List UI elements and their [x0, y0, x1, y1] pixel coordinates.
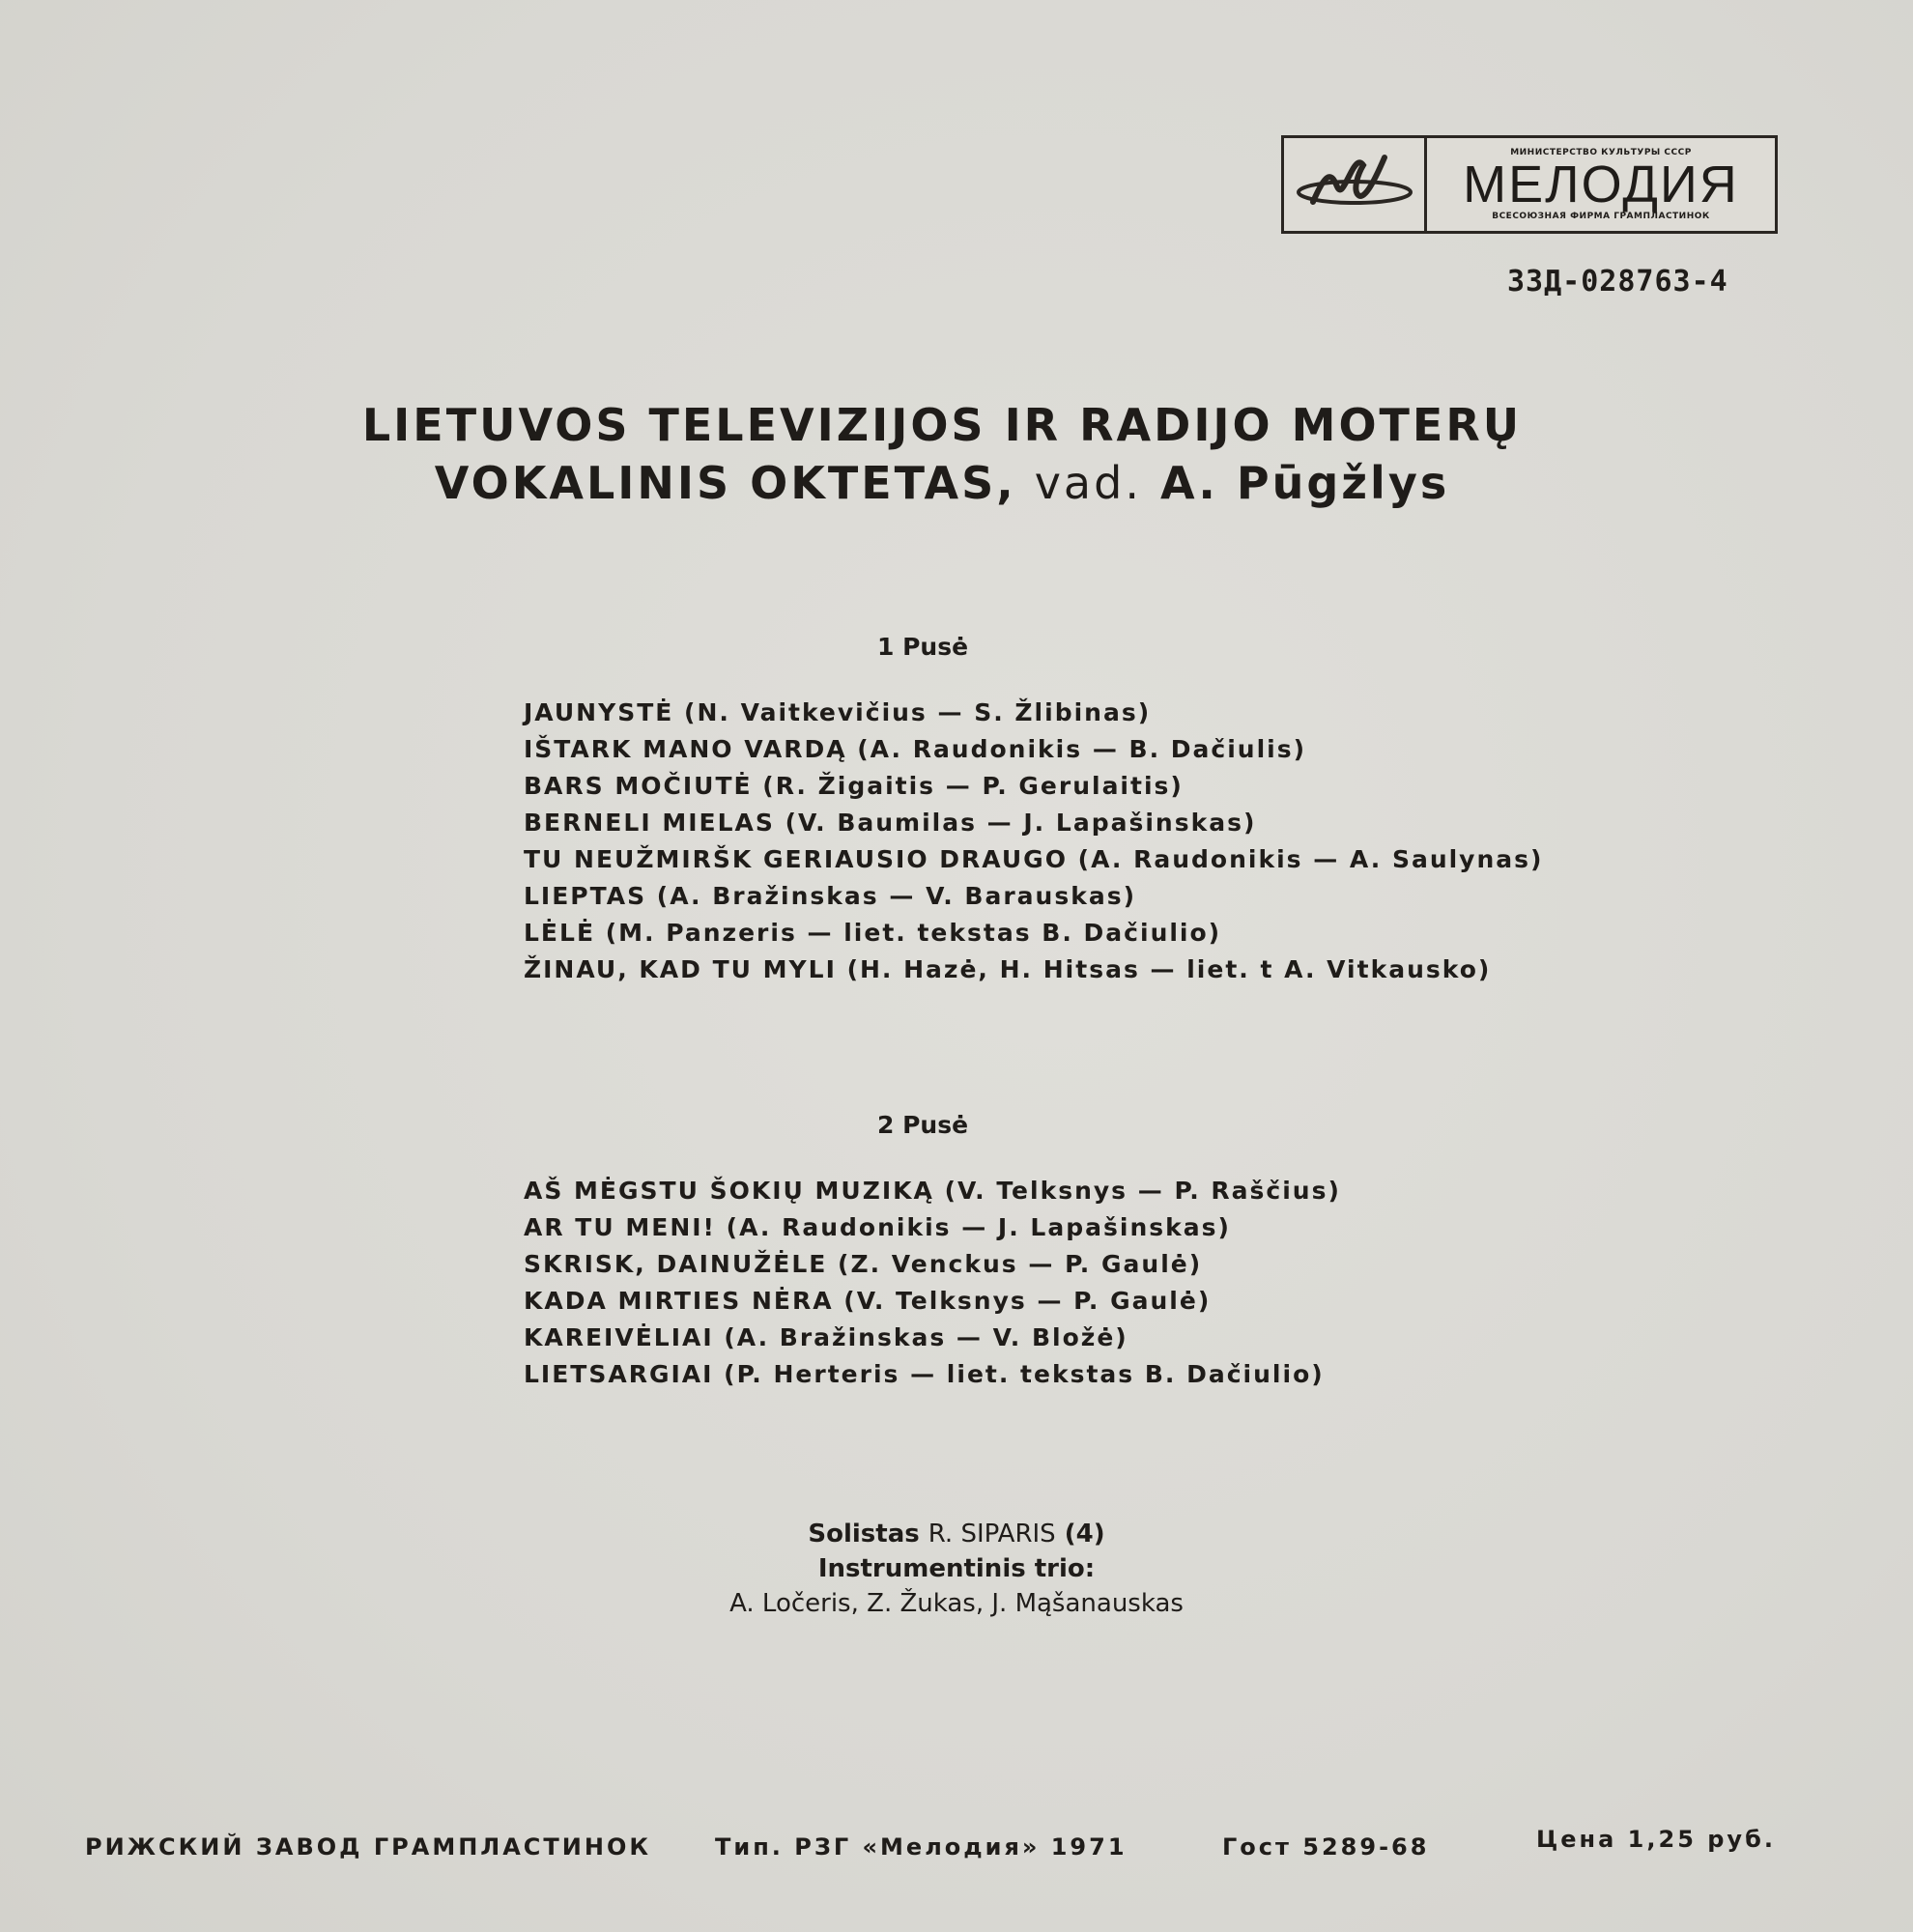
- logo-brand-name: МЕЛОДИЯ: [1463, 156, 1739, 213]
- track-item: IŠTARK MANO VARDĄ (A. Raudonikis — B. Dačiulis): [524, 735, 1307, 763]
- credits: [0, 1517, 1913, 1621]
- track-item: LIEPTAS (A. Bražinskas — V. Barauskas): [524, 882, 1137, 910]
- side-1-track-list: [524, 695, 1543, 988]
- soloist-name: R. SIPARIS: [928, 1520, 1056, 1548]
- track-item: KADA MIRTIES NĖRA (V. Telksnys — P. Gaulė): [524, 1287, 1212, 1315]
- soloist-track: (4): [1064, 1520, 1105, 1548]
- title-director-name: A. Pūgžlys: [1159, 457, 1450, 509]
- track-item: TU NEUŽMIRŠK GERIAUSIO DRAUGO (A. Raudonikis — A. Saulynas): [524, 845, 1544, 873]
- title-line-2: [0, 454, 1884, 512]
- track-item: KAREIVĖLIAI (A. Bražinskas — V. Bložė): [524, 1323, 1128, 1351]
- logo-ministry-text: МИНИСТЕРСТВО КУЛЬТУРЫ СССР: [1510, 148, 1692, 157]
- track-item: SKRISK, DAINUŽĖLE (Z. Venckus — P. Gaulė): [524, 1250, 1203, 1278]
- footer-price: Цена 1,25 руб.: [1536, 1826, 1776, 1853]
- title-line-1: LIETUVOS TELEVIZIJOS IR RADIJO MOTERŲ: [361, 399, 1523, 451]
- footer-gost: Гост 5289-68: [1222, 1833, 1430, 1861]
- footer-factory: РИЖСКИЙ ЗАВОД ГРАМПЛАСТИНОК: [85, 1833, 651, 1861]
- catalog-number: 33Д-028763-4: [1507, 265, 1728, 298]
- melodiya-logo: [1281, 135, 1778, 234]
- melodiya-emblem-icon: [1284, 138, 1427, 231]
- track-item: ŽINAU, KAD TU MYLI (H. Hazė, H. Hitsas — liet. t A. Vitkausko): [524, 955, 1492, 983]
- track-item: LĖLĖ (M. Panzeris — liet. tekstas B. Dačiulio): [524, 919, 1222, 947]
- trio-members: A. Ločeris, Z. Žukas, J. Mąšanauskas: [729, 1589, 1184, 1618]
- logo-firm-text: ВСЕСОЮЗНАЯ ФИРМА ГРАМПЛАСТИНОК: [1492, 212, 1710, 221]
- track-item: BERNELI MIELAS (V. Baumilas — J. Lapašinskas): [524, 809, 1257, 837]
- footer-print: Тип. РЗГ «Мелодия» 1971: [715, 1833, 1128, 1861]
- track-item: JAUNYSTĖ (N. Vaitkevičius — S. Žlibinas): [524, 698, 1152, 726]
- logo-text-block: [1427, 138, 1775, 231]
- side-2-track-list: [524, 1173, 1341, 1393]
- trio-label: Instrumentinis trio:: [817, 1554, 1096, 1583]
- side-2-heading: 2 Pusė: [876, 1111, 969, 1139]
- side-1-heading: 1 Pusė: [876, 633, 969, 661]
- track-item: LIETSARGIAI (P. Herteris — liet. tekstas B. Dačiulio): [524, 1360, 1325, 1388]
- album-title: [0, 396, 1884, 512]
- soloist-label: Solistas: [808, 1520, 920, 1548]
- soloist-line: [0, 1517, 1913, 1551]
- track-item: AR TU MENI! (A. Raudonikis — J. Lapašinskas): [524, 1213, 1231, 1241]
- track-item: BARS MOČIUTĖ (R. Žigaitis — P. Gerulaitis): [524, 772, 1184, 800]
- title-director-label: vad.: [1034, 457, 1142, 509]
- title-ensemble: VOKALINIS OKTETAS,: [434, 457, 1016, 509]
- track-item: AŠ MĖGSTU ŠOKIŲ MUZIKĄ (V. Telksnys — P. Raščius): [524, 1177, 1341, 1205]
